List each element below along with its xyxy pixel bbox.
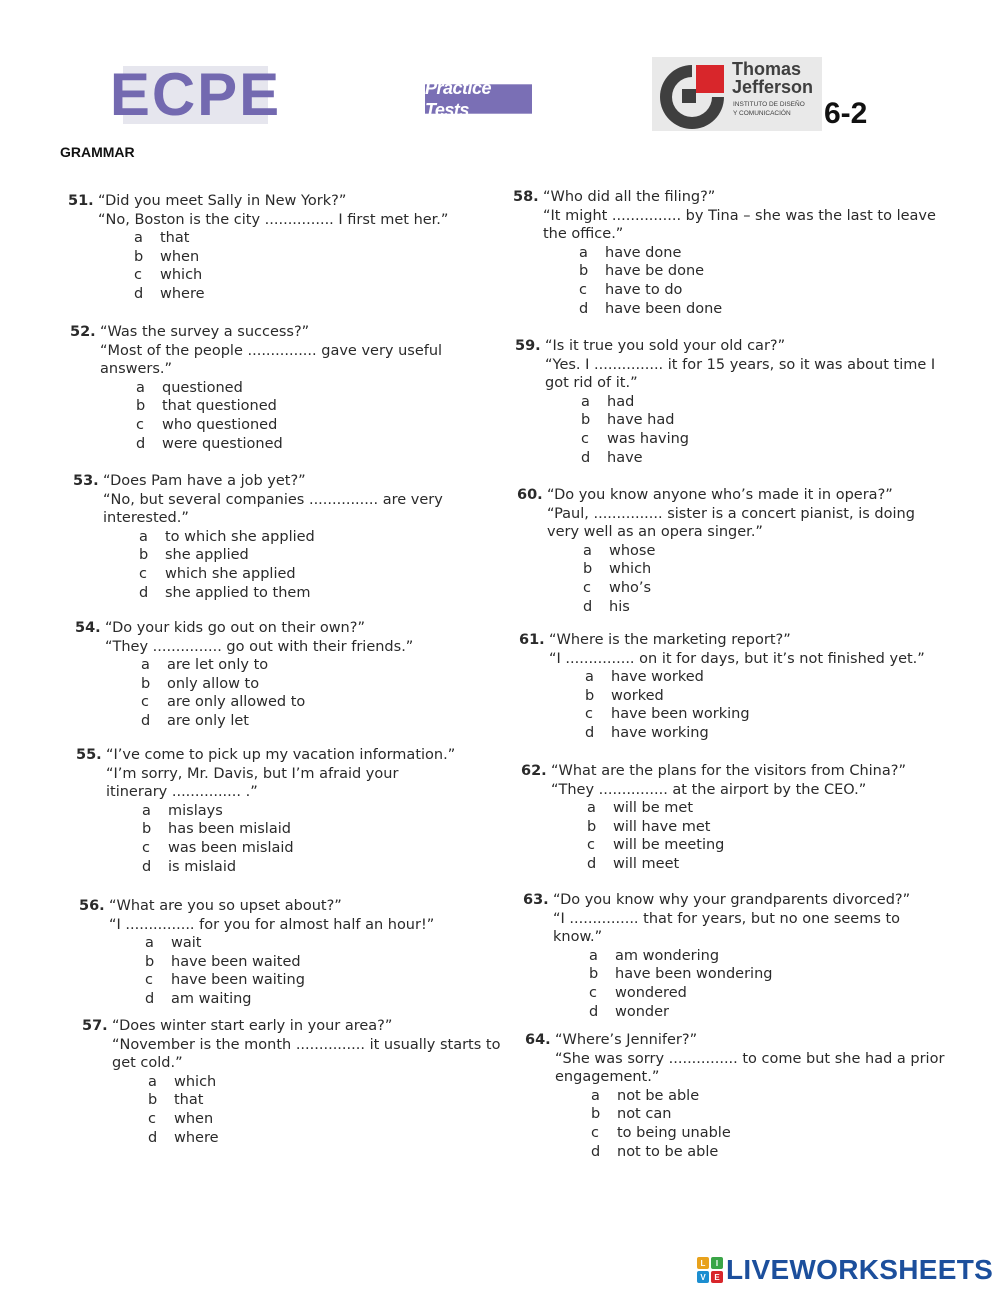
answer-option-a[interactable] bbox=[519, 668, 925, 687]
answer-option-b[interactable] bbox=[79, 953, 434, 972]
question-text: “Did you meet Sally in New York?” bbox=[98, 193, 347, 209]
option-letter: d bbox=[583, 598, 593, 615]
question-text: answers.” bbox=[100, 361, 173, 378]
answer-option-c[interactable] bbox=[525, 1124, 944, 1143]
answer-option-d[interactable] bbox=[521, 855, 906, 874]
question-response bbox=[70, 342, 442, 361]
question-51 bbox=[68, 192, 448, 304]
question-prompt bbox=[82, 1017, 500, 1036]
question-text: interested.” bbox=[103, 510, 189, 527]
question-prompt bbox=[519, 631, 925, 650]
question-text: got rid of it.” bbox=[545, 375, 638, 392]
question-number: 58. bbox=[513, 189, 539, 205]
question-text: “Who did all the filing?” bbox=[543, 189, 716, 205]
option-text: was having bbox=[607, 430, 689, 447]
option-text: are let only to bbox=[167, 657, 269, 674]
option-text: who questioned bbox=[162, 416, 278, 433]
option-text: worked bbox=[611, 687, 664, 704]
option-letter: b bbox=[579, 263, 589, 280]
option-letter: a bbox=[581, 393, 590, 410]
answer-options bbox=[70, 379, 442, 453]
question-number: 61. bbox=[519, 632, 545, 648]
question-response bbox=[70, 360, 442, 379]
answer-options bbox=[75, 656, 413, 730]
option-letter: a bbox=[589, 947, 598, 964]
option-text: are only allowed to bbox=[167, 694, 306, 711]
answer-option-b[interactable] bbox=[523, 965, 910, 984]
answer-option-a[interactable] bbox=[515, 393, 935, 412]
question-response bbox=[513, 225, 936, 244]
question-prompt bbox=[517, 486, 915, 505]
question-text: “What are you so upset about?” bbox=[109, 898, 342, 914]
question-56 bbox=[79, 897, 434, 1009]
answer-option-c[interactable] bbox=[73, 565, 443, 584]
option-letter: c bbox=[142, 839, 150, 856]
question-text: “I’ve come to pick up my vacation information.” bbox=[106, 747, 456, 763]
answer-option-a[interactable] bbox=[82, 1073, 500, 1092]
option-letter: b bbox=[581, 412, 591, 429]
question-text: “She was sorry ............... to come but she had a prior bbox=[555, 1050, 945, 1067]
question-response bbox=[525, 1068, 944, 1087]
option-text: were questioned bbox=[162, 435, 283, 452]
option-letter: c bbox=[134, 267, 142, 284]
option-text: his bbox=[609, 598, 630, 615]
question-text: “I ............... for you for almost half an hour!” bbox=[109, 916, 435, 933]
option-text: not to be able bbox=[617, 1143, 719, 1160]
question-prompt bbox=[70, 323, 442, 342]
question-54 bbox=[75, 619, 413, 731]
answer-option-c[interactable] bbox=[515, 430, 935, 449]
answer-option-a[interactable] bbox=[68, 229, 448, 248]
question-prompt bbox=[523, 891, 910, 910]
question-prompt bbox=[525, 1031, 944, 1050]
option-text: that questioned bbox=[162, 398, 277, 415]
option-letter: c bbox=[141, 694, 149, 711]
answer-option-d[interactable] bbox=[515, 449, 935, 468]
option-text: have worked bbox=[611, 669, 704, 686]
answer-options bbox=[521, 799, 906, 873]
option-text: to which she applied bbox=[165, 528, 315, 545]
thomas-jefferson-emblem-icon bbox=[656, 59, 728, 131]
thomas-jefferson-name: Thomas Jefferson bbox=[732, 59, 814, 97]
answer-option-c[interactable] bbox=[519, 705, 925, 724]
option-text: will be meeting bbox=[613, 837, 725, 854]
option-text: she applied bbox=[165, 547, 249, 564]
question-response bbox=[82, 1054, 500, 1073]
option-text: is mislaid bbox=[168, 858, 237, 875]
option-letter: b bbox=[136, 398, 146, 415]
answer-options bbox=[517, 542, 915, 616]
option-text: was been mislaid bbox=[168, 839, 294, 856]
question-text: “Yes. I ............... it for 15 years, so it was about time I bbox=[545, 356, 936, 373]
answer-option-d[interactable] bbox=[73, 584, 443, 603]
question-63 bbox=[523, 891, 910, 1021]
option-letter: c bbox=[587, 837, 595, 854]
answer-option-d[interactable] bbox=[76, 858, 455, 877]
question-text: “Do your kids go out on their own?” bbox=[105, 620, 365, 636]
option-letter: d bbox=[591, 1143, 601, 1160]
question-58 bbox=[513, 188, 936, 318]
question-response bbox=[79, 916, 434, 935]
answer-option-b[interactable] bbox=[70, 397, 442, 416]
option-text: which bbox=[160, 267, 203, 284]
option-letter: d bbox=[587, 855, 597, 872]
option-text: she applied to them bbox=[165, 584, 311, 601]
answer-option-a[interactable] bbox=[523, 947, 910, 966]
option-letter: d bbox=[148, 1129, 158, 1146]
answer-option-c[interactable] bbox=[68, 266, 448, 285]
question-response bbox=[76, 783, 455, 802]
question-response bbox=[515, 374, 935, 393]
question-number: 54. bbox=[75, 620, 101, 636]
option-text: are only let bbox=[167, 712, 249, 729]
question-text: “I ............... on it for days, but it’s not finished yet.” bbox=[549, 650, 925, 667]
option-text: have working bbox=[611, 724, 709, 741]
answer-option-c[interactable] bbox=[75, 693, 413, 712]
answer-option-a[interactable] bbox=[70, 379, 442, 398]
option-text: am waiting bbox=[171, 990, 252, 1007]
answer-options bbox=[523, 947, 910, 1021]
thomas-jefferson-logo bbox=[652, 57, 822, 131]
question-text: itinerary ............... .” bbox=[106, 784, 258, 801]
question-61 bbox=[519, 631, 925, 743]
question-prompt bbox=[521, 762, 906, 781]
question-text: know.” bbox=[553, 929, 603, 946]
answer-option-c[interactable] bbox=[521, 836, 906, 855]
liveworksheets-logo bbox=[697, 1255, 993, 1285]
option-letter: b bbox=[134, 248, 144, 265]
option-letter: a bbox=[583, 542, 592, 559]
question-prompt bbox=[68, 192, 448, 211]
answer-option-a[interactable] bbox=[525, 1087, 944, 1106]
option-text: will have met bbox=[613, 818, 711, 835]
answer-option-b[interactable] bbox=[73, 546, 443, 565]
answer-option-c[interactable] bbox=[517, 579, 915, 598]
option-letter: a bbox=[585, 669, 594, 686]
option-letter: c bbox=[579, 281, 587, 298]
option-letter: a bbox=[141, 657, 150, 674]
question-text: “They ............... go out with their friends.” bbox=[105, 638, 414, 655]
question-prompt bbox=[75, 619, 413, 638]
question-53 bbox=[73, 472, 443, 602]
option-letter: d bbox=[134, 285, 144, 302]
option-letter: d bbox=[142, 858, 152, 875]
question-64 bbox=[525, 1031, 944, 1161]
option-text: that bbox=[174, 1092, 204, 1109]
question-text: “Paul, ............... sister is a concert pianist, is doing bbox=[547, 505, 915, 522]
answer-options bbox=[76, 802, 455, 876]
option-text: not be able bbox=[617, 1087, 700, 1104]
question-prompt bbox=[73, 472, 443, 491]
answer-options bbox=[515, 393, 935, 467]
option-letter: c bbox=[583, 579, 591, 596]
question-number: 63. bbox=[523, 892, 549, 908]
option-text: have been waited bbox=[171, 953, 301, 970]
option-letter: b bbox=[587, 818, 597, 835]
option-letter: a bbox=[145, 935, 154, 952]
question-number: 56. bbox=[79, 898, 105, 914]
option-text: wait bbox=[171, 935, 202, 952]
option-letter: c bbox=[145, 972, 153, 989]
option-letter: c bbox=[148, 1110, 156, 1127]
question-text: “Was the survey a success?” bbox=[100, 324, 310, 340]
option-letter: a bbox=[148, 1073, 157, 1090]
option-letter: c bbox=[581, 430, 589, 447]
question-number: 52. bbox=[70, 324, 96, 340]
option-text: have bbox=[607, 449, 643, 466]
option-text: have been done bbox=[605, 300, 723, 317]
question-text: “I ............... that for years, but no one seems to bbox=[553, 910, 901, 927]
option-text: have been waiting bbox=[171, 972, 305, 989]
option-text: not can bbox=[617, 1106, 672, 1123]
liveworksheets-blocks-icon: L I V E bbox=[697, 1257, 723, 1283]
option-letter: a bbox=[139, 528, 148, 545]
question-text: “Most of the people ............... gave very useful bbox=[100, 342, 443, 359]
section-title: GRAMMAR bbox=[60, 144, 135, 160]
answer-option-a[interactable] bbox=[79, 934, 434, 953]
answer-option-b[interactable] bbox=[515, 411, 935, 430]
question-response bbox=[517, 505, 915, 524]
question-text: “What are the plans for the visitors from China?” bbox=[551, 763, 906, 779]
answer-option-c[interactable] bbox=[76, 839, 455, 858]
option-text: which bbox=[174, 1073, 217, 1090]
answer-option-b[interactable] bbox=[521, 818, 906, 837]
question-text: “Where’s Jennifer?” bbox=[555, 1032, 698, 1048]
option-letter: c bbox=[591, 1124, 599, 1141]
question-prompt bbox=[515, 337, 935, 356]
question-response bbox=[517, 523, 915, 542]
answer-options bbox=[68, 229, 448, 303]
answer-option-d[interactable] bbox=[513, 300, 936, 319]
answer-option-a[interactable] bbox=[76, 802, 455, 821]
option-text: questioned bbox=[162, 379, 243, 396]
option-letter: a bbox=[587, 800, 596, 817]
answer-option-a[interactable] bbox=[513, 244, 936, 263]
question-text: “Where is the marketing report?” bbox=[549, 632, 791, 648]
option-text: wonder bbox=[615, 1003, 670, 1020]
answer-option-d[interactable] bbox=[75, 712, 413, 731]
option-text: mislays bbox=[168, 802, 223, 819]
question-response bbox=[75, 638, 413, 657]
question-number: 59. bbox=[515, 338, 541, 354]
answer-option-d[interactable] bbox=[68, 285, 448, 304]
option-text: wondered bbox=[615, 984, 687, 1001]
answer-option-b[interactable] bbox=[75, 675, 413, 694]
question-prompt bbox=[513, 188, 936, 207]
option-letter: b bbox=[585, 687, 595, 704]
question-text: “No, Boston is the city ............... I first met her.” bbox=[98, 211, 449, 228]
option-letter: d bbox=[585, 724, 595, 741]
question-text: “November is the month ............... it usually starts to bbox=[112, 1036, 501, 1053]
option-letter: b bbox=[145, 953, 155, 970]
question-prompt bbox=[79, 897, 434, 916]
question-number: 55. bbox=[76, 747, 102, 763]
option-letter: a bbox=[591, 1087, 600, 1104]
option-letter: d bbox=[581, 449, 591, 466]
option-text: which bbox=[609, 561, 652, 578]
answer-options bbox=[525, 1087, 944, 1161]
question-response bbox=[521, 781, 906, 800]
question-text: very well as an opera singer.” bbox=[547, 524, 763, 541]
question-62 bbox=[521, 762, 906, 874]
question-response bbox=[68, 211, 448, 230]
option-text: have had bbox=[607, 412, 675, 429]
question-text: “Is it true you sold your old car?” bbox=[545, 338, 786, 354]
question-response bbox=[523, 928, 910, 947]
answer-option-b[interactable] bbox=[525, 1105, 944, 1124]
option-text: have to do bbox=[605, 281, 683, 298]
question-55 bbox=[76, 746, 455, 876]
answer-option-d[interactable] bbox=[523, 1003, 910, 1022]
question-text: “Does winter start early in your area?” bbox=[112, 1018, 393, 1034]
option-letter: b bbox=[139, 547, 149, 564]
option-letter: a bbox=[136, 379, 145, 396]
option-text: have been wondering bbox=[615, 966, 773, 983]
question-number: 62. bbox=[521, 763, 547, 779]
option-text: will be met bbox=[613, 800, 694, 817]
question-57 bbox=[82, 1017, 500, 1147]
question-response bbox=[76, 765, 455, 784]
question-text: “Do you know anyone who’s made it in opera?” bbox=[547, 487, 893, 503]
question-text: “I’m sorry, Mr. Davis, but I’m afraid your bbox=[106, 765, 399, 782]
answer-options bbox=[73, 528, 443, 602]
option-letter: d bbox=[589, 1003, 599, 1020]
option-letter: c bbox=[585, 706, 593, 723]
option-letter: c bbox=[136, 416, 144, 433]
answer-option-d[interactable] bbox=[70, 435, 442, 454]
option-text: had bbox=[607, 393, 635, 410]
question-response bbox=[523, 910, 910, 929]
answer-option-d[interactable] bbox=[82, 1129, 500, 1148]
option-letter: b bbox=[591, 1106, 601, 1123]
question-response bbox=[519, 650, 925, 669]
question-response bbox=[82, 1036, 500, 1055]
question-text: get cold.” bbox=[112, 1055, 183, 1072]
answer-option-b[interactable] bbox=[82, 1091, 500, 1110]
thomas-jefferson-subtitle: INSTITUTO DE DISEÑO Y COMUNICACIÓN bbox=[733, 101, 805, 117]
option-letter: a bbox=[579, 244, 588, 261]
question-response bbox=[73, 491, 443, 510]
answer-option-d[interactable] bbox=[79, 990, 434, 1009]
option-letter: d bbox=[136, 435, 146, 452]
answer-option-d[interactable] bbox=[525, 1143, 944, 1162]
answer-option-c[interactable] bbox=[79, 971, 434, 990]
answer-option-b[interactable] bbox=[513, 262, 936, 281]
option-text: when bbox=[160, 248, 200, 265]
answer-option-b[interactable] bbox=[68, 248, 448, 267]
option-text: to being unable bbox=[617, 1124, 731, 1141]
answer-option-c[interactable] bbox=[523, 984, 910, 1003]
question-number: 64. bbox=[525, 1032, 551, 1048]
option-text: have be done bbox=[605, 263, 705, 280]
option-text: am wondering bbox=[615, 947, 720, 964]
option-letter: b bbox=[583, 561, 593, 578]
ecpe-logo-text: ECPE bbox=[109, 61, 282, 128]
option-text: have been working bbox=[611, 706, 750, 723]
option-letter: a bbox=[134, 230, 143, 247]
question-text: “No, but several companies ............... are very bbox=[103, 491, 443, 508]
option-text: have done bbox=[605, 244, 682, 261]
question-response bbox=[73, 509, 443, 528]
option-text: when bbox=[174, 1110, 214, 1127]
answer-options bbox=[82, 1073, 500, 1147]
option-letter: c bbox=[139, 565, 147, 582]
question-response bbox=[513, 207, 936, 226]
option-letter: a bbox=[142, 802, 151, 819]
option-text: where bbox=[160, 285, 205, 302]
option-letter: d bbox=[141, 712, 151, 729]
option-text: will meet bbox=[613, 855, 680, 872]
answer-option-c[interactable] bbox=[70, 416, 442, 435]
question-text: “Do you know why your grandparents divorced?” bbox=[553, 892, 911, 908]
question-response bbox=[525, 1050, 944, 1069]
option-letter: d bbox=[145, 990, 155, 1007]
question-59 bbox=[515, 337, 935, 467]
answer-options bbox=[79, 934, 434, 1008]
answer-option-a[interactable] bbox=[517, 542, 915, 561]
question-number: 57. bbox=[82, 1018, 108, 1034]
option-letter: b bbox=[142, 821, 152, 838]
question-number: 51. bbox=[68, 193, 94, 209]
option-text: where bbox=[174, 1129, 219, 1146]
option-letter: c bbox=[589, 984, 597, 1001]
question-text: the office.” bbox=[543, 226, 624, 243]
answer-option-d[interactable] bbox=[519, 724, 925, 743]
question-text: engagement.” bbox=[555, 1069, 660, 1086]
answer-option-d[interactable] bbox=[517, 598, 915, 617]
answer-option-a[interactable] bbox=[75, 656, 413, 675]
option-text: that bbox=[160, 230, 190, 247]
question-60 bbox=[517, 486, 915, 616]
ecpe-logo bbox=[109, 61, 282, 128]
practice-tests-badge: Practice Tests bbox=[425, 84, 532, 113]
question-52 bbox=[70, 323, 442, 453]
option-text: has been mislaid bbox=[168, 821, 291, 838]
answer-option-a[interactable] bbox=[73, 528, 443, 547]
answer-option-c[interactable] bbox=[513, 281, 936, 300]
answer-option-b[interactable] bbox=[76, 820, 455, 839]
question-number: 60. bbox=[517, 487, 543, 503]
test-code: 6-2 bbox=[824, 97, 868, 130]
answer-option-b[interactable] bbox=[519, 687, 925, 706]
question-prompt bbox=[76, 746, 455, 765]
option-text: who’s bbox=[609, 579, 652, 596]
option-text: only allow to bbox=[167, 675, 260, 692]
option-letter: d bbox=[579, 300, 589, 317]
option-letter: b bbox=[589, 966, 599, 983]
answer-option-c[interactable] bbox=[82, 1110, 500, 1129]
question-text: “It might ............... by Tina – she was the last to leave bbox=[543, 207, 936, 224]
option-text: whose bbox=[609, 542, 656, 559]
option-letter: d bbox=[139, 584, 149, 601]
option-text: which she applied bbox=[165, 565, 296, 582]
answer-option-a[interactable] bbox=[521, 799, 906, 818]
option-letter: b bbox=[141, 675, 151, 692]
answer-options bbox=[519, 668, 925, 742]
question-text: “They ............... at the airport by the CEO.” bbox=[551, 781, 867, 798]
question-text: “Does Pam have a job yet?” bbox=[103, 473, 306, 489]
liveworksheets-brand: LIVEWORKSHEETS bbox=[726, 1254, 994, 1285]
answer-option-b[interactable] bbox=[517, 560, 915, 579]
question-number: 53. bbox=[73, 473, 99, 489]
option-letter: b bbox=[148, 1092, 158, 1109]
answer-options bbox=[513, 244, 936, 318]
question-response bbox=[515, 356, 935, 375]
